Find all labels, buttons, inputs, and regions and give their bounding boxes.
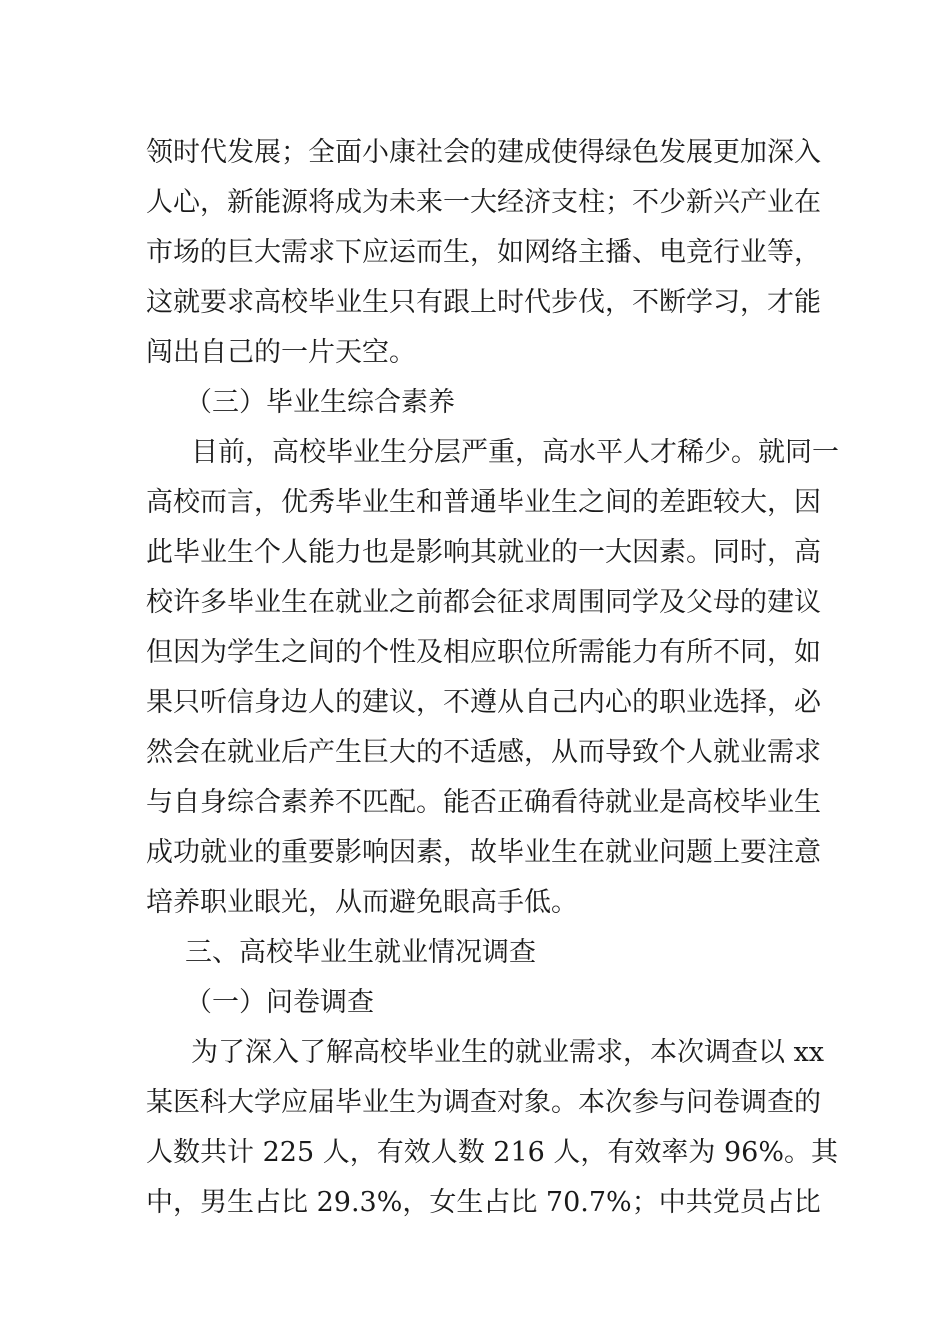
paragraph-line: 中，男生占比 29.3%，女生占比 70.7%；中共党员占比 xyxy=(146,1187,821,1218)
paragraph-line: 人数共计 225 人，有效人数 216 人，有效率为 96%。其 xyxy=(146,1137,838,1168)
paragraph-line: 某医科大学应届毕业生为调查对象。本次参与问卷调查的 xyxy=(146,1087,821,1118)
paragraph-line: 此毕业生个人能力也是影响其就业的一大因素。同时，高 xyxy=(146,537,821,568)
paragraph-line: 培养职业眼光，从而避免眼高手低。 xyxy=(146,887,578,918)
paragraph-line: 市场的巨大需求下应运而生，如网络主播、电竞行业等， xyxy=(146,237,821,268)
paragraph-line: 领时代发展；全面小康社会的建成使得绿色发展更加深入 xyxy=(146,137,821,168)
paragraph-line: 人心，新能源将成为未来一大经济支柱；不少新兴产业在 xyxy=(146,187,821,218)
paragraph-line: 校许多毕业生在就业之前都会征求周围同学及父母的建议 xyxy=(146,587,821,618)
paragraph-line: 目前，高校毕业生分层严重，高水平人才稀少。就同一 xyxy=(191,437,839,468)
section-heading: （三）毕业生综合素养 xyxy=(185,387,455,418)
paragraph-line: 闯出自己的一片天空。 xyxy=(146,337,416,368)
paragraph-line: 与自身综合素养不匹配。能否正确看待就业是高校毕业生 xyxy=(146,787,821,818)
section-heading: （一）问卷调查 xyxy=(185,987,374,1018)
paragraph-line: 然会在就业后产生巨大的不适感，从而导致个人就业需求 xyxy=(146,737,821,768)
paragraph-line: 但因为学生之间的个性及相应职位所需能力有所不同，如 xyxy=(146,637,821,668)
paragraph-line: 这就要求高校毕业生只有跟上时代步伐，不断学习，才能 xyxy=(146,287,821,318)
paragraph-line: 为了深入了解高校毕业生的就业需求，本次调查以 xx xyxy=(191,1037,825,1068)
chapter-heading: 三、高校毕业生就业情况调查 xyxy=(185,937,536,968)
paragraph-line: 高校而言，优秀毕业生和普通毕业生之间的差距较大，因 xyxy=(146,487,821,518)
paragraph-line: 成功就业的重要影响因素，故毕业生在就业问题上要注意 xyxy=(146,837,821,868)
paragraph-line: 果只听信身边人的建议，不遵从自己内心的职业选择，必 xyxy=(146,687,821,718)
